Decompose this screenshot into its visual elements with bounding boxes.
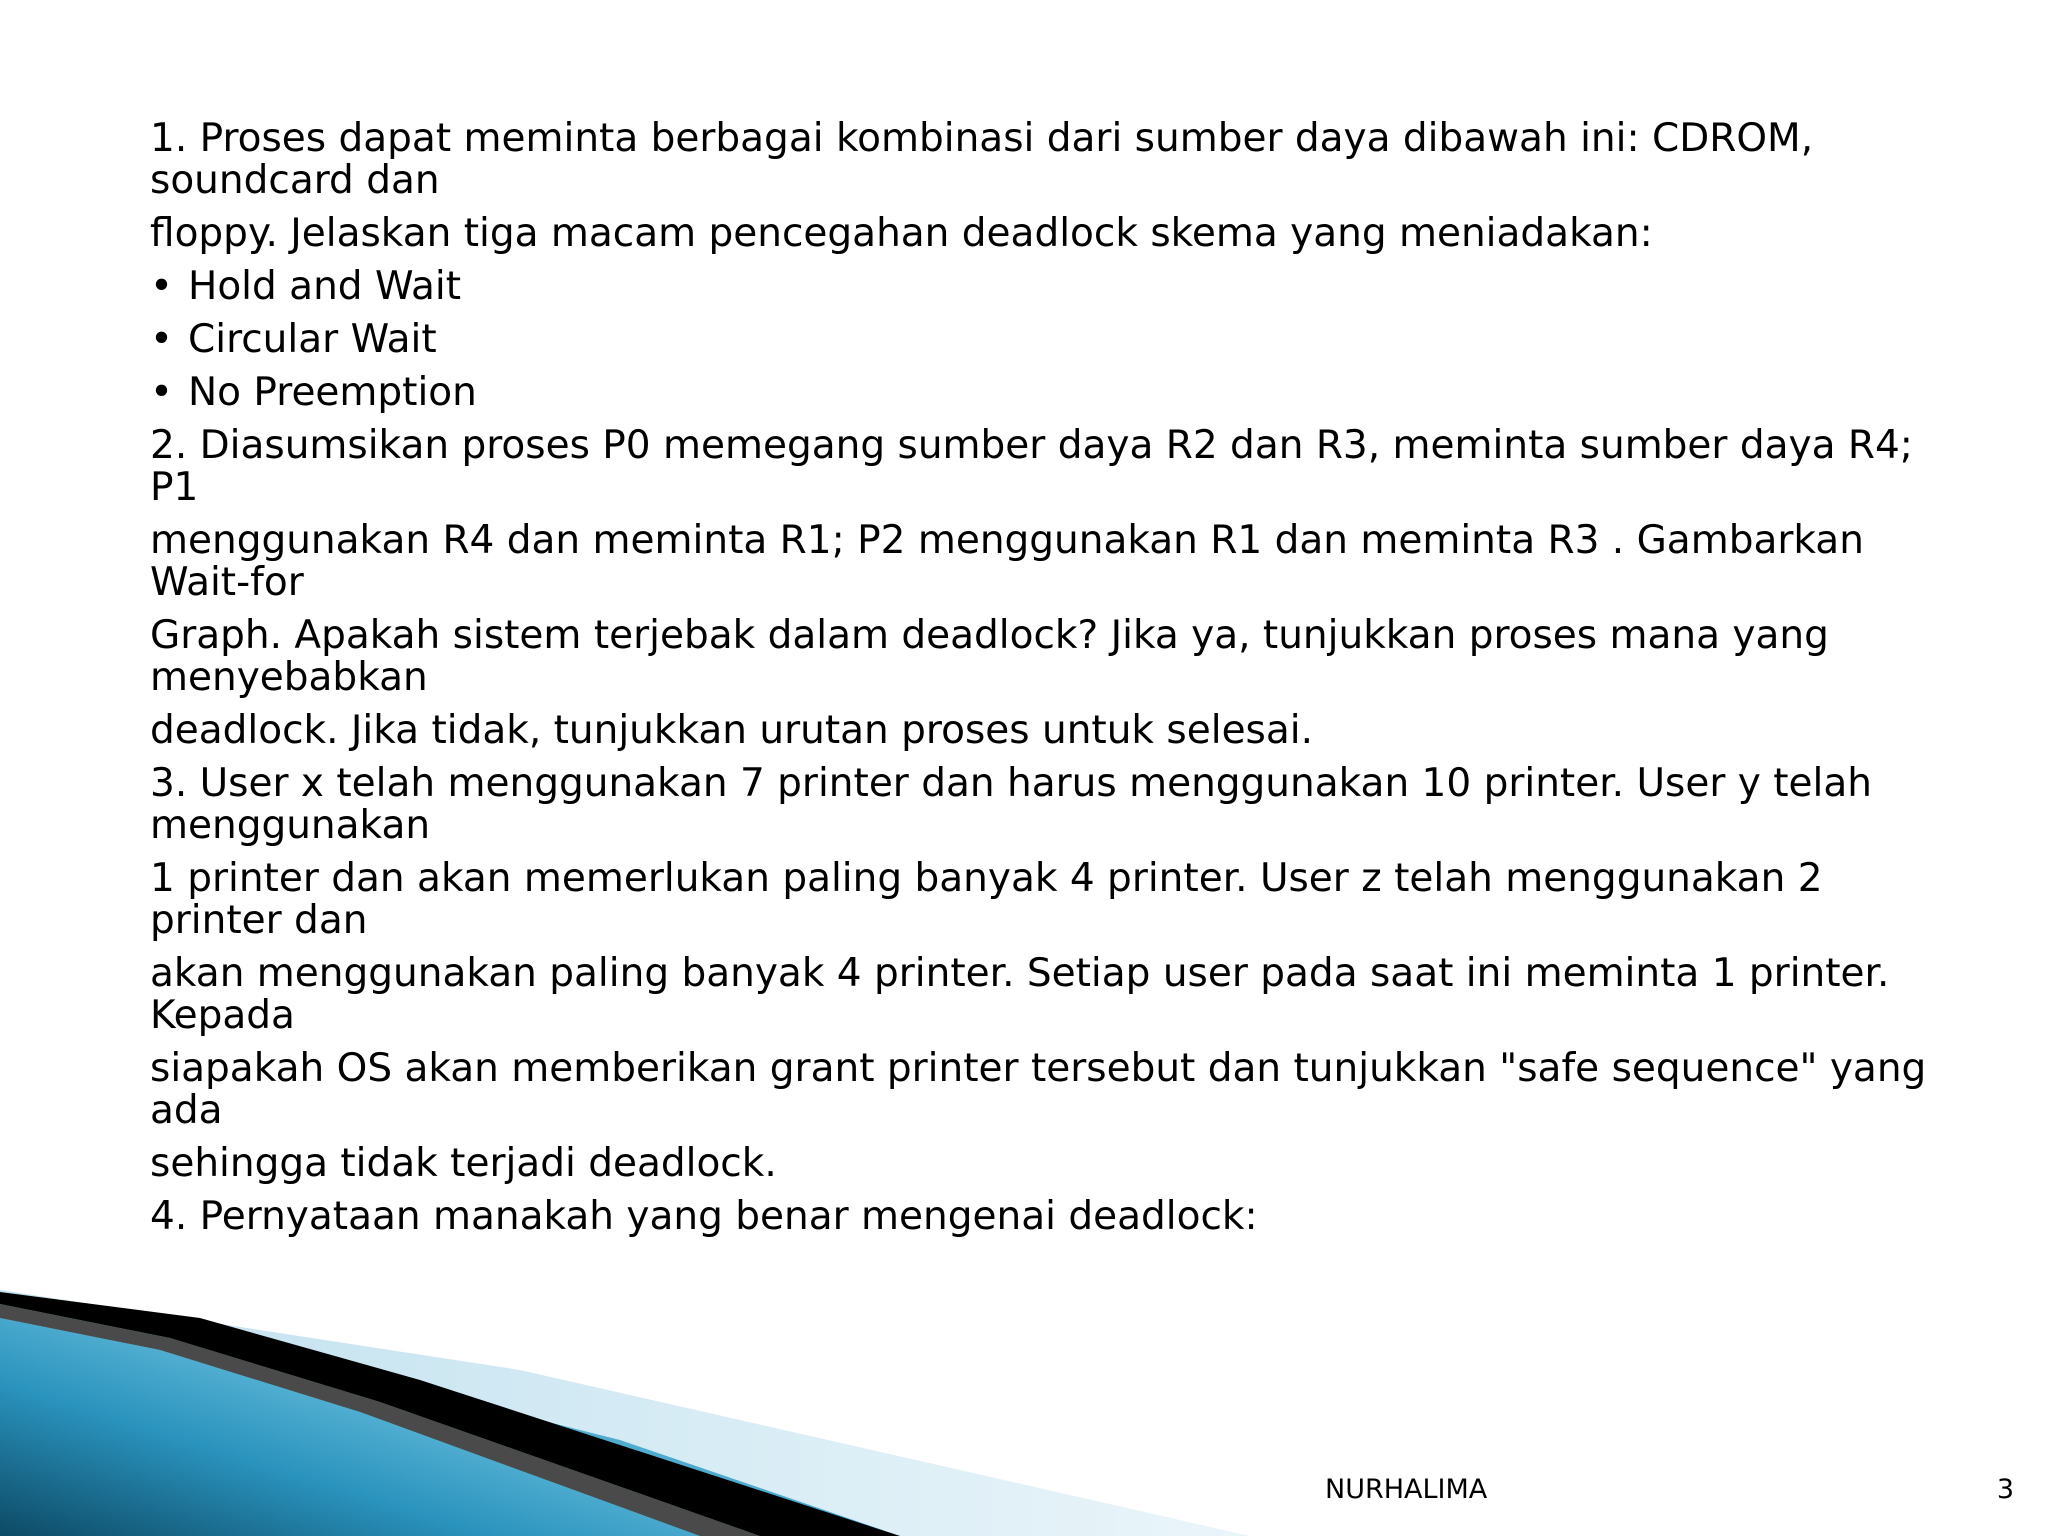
question-2-line-3: Graph. Apakah sistem terjebak dalam deadlock? Jika ya, tunjukkan proses mana yang menyebabkan bbox=[150, 613, 1829, 700]
slide-body bbox=[150, 118, 1950, 1249]
question-4-line-1: 4. Pernyataan manakah yang benar mengenai deadlock: bbox=[150, 1194, 1258, 1239]
bullet-item bbox=[150, 266, 1950, 308]
bullet-item bbox=[150, 319, 1950, 361]
slide-number: 3 bbox=[1996, 1474, 2014, 1505]
question-3-line-2: 1 printer dan akan memerlukan paling banyak 4 printer. User z telah menggunakan 2 printer dan bbox=[150, 856, 1823, 943]
question-2-line-4: deadlock. Jika tidak, tunjukkan urutan proses untuk selesai. bbox=[150, 708, 1314, 753]
question-2-line-1: 2. Diasumsikan proses P0 memegang sumber daya R2 dan R3, meminta sumber daya R4; P1 bbox=[150, 423, 1913, 510]
bullet-text: Circular Wait bbox=[188, 317, 437, 362]
question-2-line-2: menggunakan R4 dan meminta R1; P2 menggunakan R1 dan meminta R3 . Gambarkan Wait-for bbox=[150, 518, 1864, 605]
question-3-line-1: 3. User x telah menggunakan 7 printer dan harus menggunakan 10 printer. User y telah menggunakan bbox=[150, 761, 1872, 848]
bullet-symbol: • bbox=[150, 264, 174, 309]
bullet-symbol: • bbox=[150, 317, 174, 362]
bullet-symbol: • bbox=[150, 370, 174, 415]
question-1-line-1: 1. Proses dapat meminta berbagai kombinasi dari sumber daya dibawah ini: CDROM, soundcard dan bbox=[150, 116, 1814, 203]
bullet-text: No Preemption bbox=[188, 370, 477, 415]
bullet-item bbox=[150, 372, 1950, 414]
question-1-line-2: floppy. Jelaskan tiga macam pencegahan deadlock skema yang meniadakan: bbox=[150, 211, 1653, 256]
question-3-line-5: sehingga tidak terjadi deadlock. bbox=[150, 1141, 777, 1186]
bullet-text: Hold and Wait bbox=[188, 264, 462, 309]
footer-author: NURHALIMA bbox=[1325, 1474, 1488, 1505]
question-3-line-3: akan menggunakan paling banyak 4 printer. Setiap user pada saat ini meminta 1 printer. Kepada bbox=[150, 951, 1890, 1038]
question-3-line-4: siapakah OS akan memberikan grant printer tersebut dan tunjukkan "safe sequence" yang ada bbox=[150, 1046, 1927, 1133]
